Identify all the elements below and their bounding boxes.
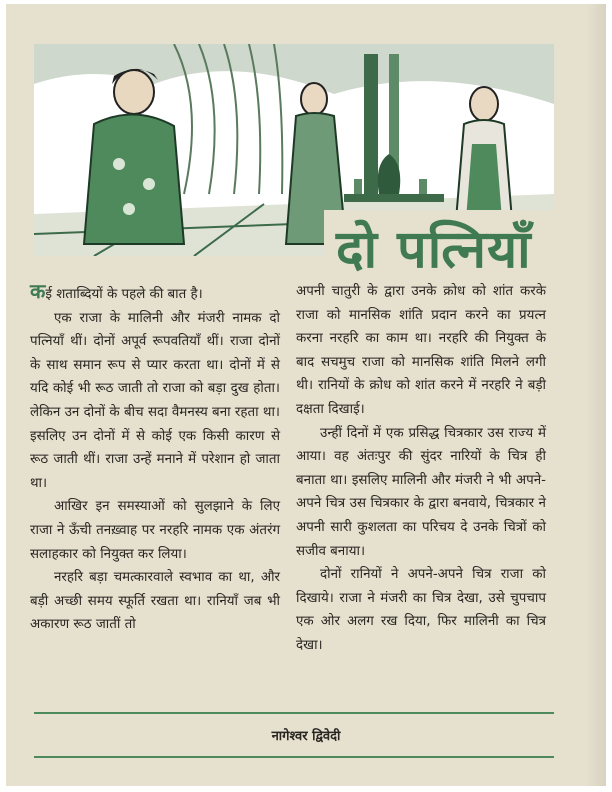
- page-edge: [586, 4, 606, 786]
- paragraph-text: ई शताब्दियों के पहले की बात है।: [45, 287, 203, 302]
- text-column-right: [296, 280, 546, 658]
- story-title: दो पत्नियाँ: [336, 220, 532, 280]
- text-column-left: [30, 280, 280, 637]
- paragraph: अपनी चातुरी के द्वारा उनके क्रोध को शांत करके राजा को मानसिक शांति प्रदान करने का प्रयत्न करना नरहरि का काम था। नरहरि की नियुक्त के बाद सचमुच राजा को मानसिक शांति मिलने लगी थी। रानियों के क्रोध को शांत करने में नरहरि ने बड़ी दक्षता दिखाई।: [296, 284, 546, 417]
- paragraph: दोनों रानियों ने अपने-अपने चित्र राजा को दिखाये। राजा ने मंजरी का चित्र देखा, उसे चुपचाप एक ओर अलग रख दिया, फिर मालिनी का चित्र देखा।: [296, 567, 546, 653]
- paragraph: नरहरि बड़ा चमत्कारवाले स्वभाव का था, और बड़ी अच्छी समय स्फूर्ति रखता था। रानियाँ जब भी अकारण रूठ जातीं तो: [30, 570, 280, 633]
- paragraph: एक राजा के मालिनी और मंजरी नामक दो पत्नियाँ थीं। दोनों अपूर्व रूपवतियाँ थीं। राजा दोनों के साथ समान रूप से प्यार करता था। दोनों में से यदि कोई भी रूठ जाती तो राजा को बड़ा दुख होता। लेकिन उन दोनों के बीच सदा वैमनस्य बना रहता था। इसलिए उन दोनों में से कोई एक किसी कारण से रूठ जाती थीं। राजा उन्हें मनाने में परेशान हो जाता था।: [30, 310, 280, 491]
- drop-cap: क: [30, 279, 46, 303]
- divider-bottom: [34, 756, 554, 758]
- author-credit: नागेश्वर द्विवेदी: [271, 729, 341, 744]
- paragraph: आखिर इन समस्याओं को सुलझाने के लिए राजा ने ऊँची तनख़्वाह पर नरहरि नामक एक अंतरंग सलाहकार को नियुक्त कर लिया।: [30, 499, 280, 562]
- paragraph: [30, 280, 280, 307]
- story-page: [6, 4, 606, 786]
- divider-top: [34, 712, 554, 714]
- paragraph: उन्हीं दिनों में एक प्रसिद्ध चित्रकार उस राज्य में आया। वह अंतःपुर की सुंदर नारियों के चित्र ही बनाता था। इसलिए मालिनी और मंजरी ने भी अपने-अपने चित्र उस चित्रकार के द्वारा बनवाये, चित्रकार ने अपनी सारी कुशलता का परिचय दे उनके चित्रों को सजीव बनाया।: [296, 425, 546, 559]
